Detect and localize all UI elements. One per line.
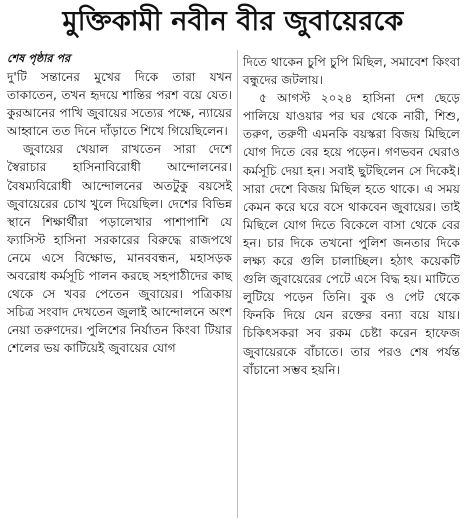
article-column-left: [7, 50, 232, 358]
continued-from-label: শেষ পৃষ্ঠার পর: [7, 52, 71, 65]
article-column-right: [243, 53, 460, 379]
article-paragraph: দু'টি সন্তানের মুখের দিকে তারা যখন তাকাতেন, তখন হৃদয়ে শান্তির পরশ বয়ে যেত। কুরআনের পাখি জুবায়ের সত্যের পক্ষে, ন্যায়ের আহ্বানে তত দিনে দাঁড়াতে শিখে গিয়েছিলেন।: [7, 70, 232, 139]
article-headline: মুক্তিকামী নবীন বীর জুবায়েরকে: [62, 6, 404, 37]
article-paragraph: জুবায়ের খেয়াল রাখতেন সারা দেশে স্বৈরাচার হাসিনাবিরোধী আন্দোলনের। বৈষম্যবিরোধী আন্দোলনের অতটুকু বয়সেই জুবায়েরের চোখ খুলে দিয়েছিল। দেশের বিভিন্ন স্থানে শিক্ষার্থীরা পড়ালেখার পাশাপাশি যে ফ্যাসিস্ট হাসিনা সরকারের বিরুদ্ধে রাজপথে নেমে এসে বিক্ষোভ, মানববন্ধন, মহাসড়ক অবরোধ কর্মসূচি পালন করছে সহপাঠীদের কাছ থেকে সে খবর পেতেন জুবায়ের। পত্রিকায় সচিত্র সংবাদ দেখতেন জুলাই আন্দোলনে অংশ নেয়া তরুণদের। পুলিশের নির্যাতন কিংবা টিয়ার শেলের ভয় কাটিয়েই জুবায়ের যোগ: [7, 142, 232, 356]
column-divider: [237, 50, 238, 518]
article-paragraph: দিতে থাকেন চুপি চুপি মিছিল, সমাবেশ কিংবা বন্ধুদের জটলায়।: [243, 55, 460, 88]
article-paragraph: ৫ আগস্ট ২০২৪ হাসিনা দেশ ছেড়ে পালিয়ে যাওয়ার পর ঘর থেকে নারী, শিশু, তরুণ, তরুণী এমনকি বয়স্করা বিজয় মিছিলে যোগ দিতে বের হয়ে পড়েন। গণভবন ঘেরাও কর্মসূচি দেয়া হন। সবাই ছুটছিলেন সে দিকেই। সারা দেশে বিজয় মিছিল হতে থাকে। এ সময় কেমন করে ঘরে বসে থাকবেন জুবায়ের। তাই মিছিলে যোগ দিতে বিকেলে বাসা থেকে বের হন। চার দিকে তখনো পুলিশ জনতার দিকে লক্ষ্য করে গুলি চালাচ্ছিল। হঠাৎ কয়েকটি গুলি জুবায়েরের পেটে এসে বিদ্ধ হয়। মাটিতে লুটিয়ে পড়েন তিনি। বুক ও পেট থেকে ফিনকি দিয়ে যেন রক্তের বন্যা বয়ে যায়। চিকিৎসকরা সব রকম চেষ্টা করেন হাফেজ জুবায়েরকে বাঁচাতে। তার পরও শেষ পর্যন্ত বাঁচানো সম্ভব হয়নি।: [243, 91, 460, 377]
